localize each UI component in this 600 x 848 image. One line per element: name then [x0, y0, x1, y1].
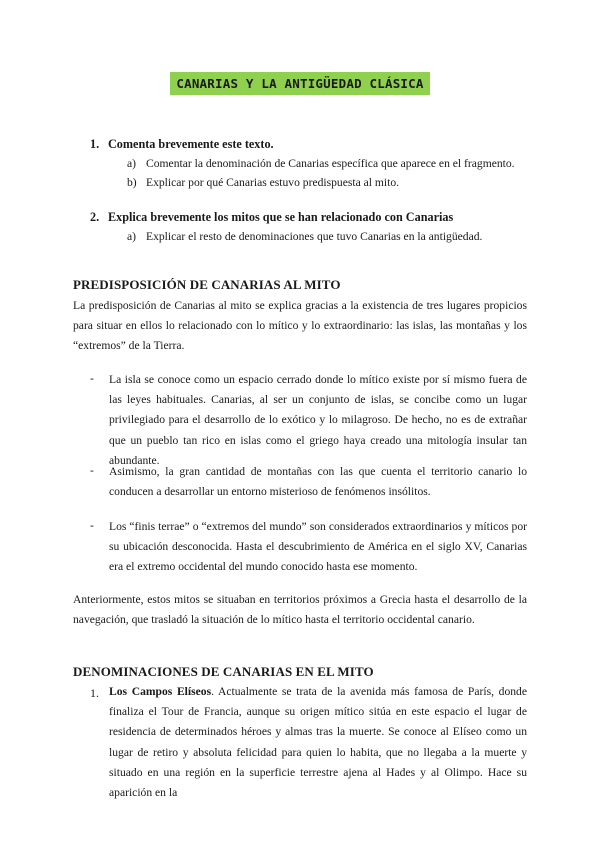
item-term: Los Campos Elíseos: [109, 685, 212, 698]
bullet-paragraph: Los “finis terrae” o “extremos del mundo” son considerados extraordinarios y míticos por su ubicación desconocida. Hasta el descubrimiento de América en el siglo XV, Canarias era el extremo occidental del mundo conocido hasta ese momento.: [109, 520, 527, 574]
question-number: 1.: [90, 137, 100, 151]
subquestion-text: Comentar la denominación de Canarias específica que aparece en el fragmento.: [146, 157, 515, 170]
bullet-marker: -: [90, 519, 94, 532]
subquestion-text: Explicar el resto de denominaciones que tuvo Canarias en la antigüedad.: [146, 230, 483, 243]
bullet-paragraph: La isla se conoce como un espacio cerrado donde lo mítico existe por sí mismo fuera de las leyes habituales. Canarias, al ser un conjunto de islas, se concibe como un lugar privilegiado para el desarrollo de lo exótico y lo milagroso. De hecho, no es de extrañar que un pueblo tan rico en islas como el griego haya creado una mitología insular tan abundante.: [109, 373, 527, 467]
subquestion-letter: a): [127, 230, 137, 243]
item-text: . Actualmente se trata de la avenida más famosa de París, donde finaliza el Tour de Francia, aunque su origen mítico sitúa en este espacio el lugar de residencia de determinados héroes y almas tras la muerte. Se conoce al Elíseo como un lugar de retiro y absoluta felicidad para quien lo habita, que no llegaba a la muerte y situado en una región en la superficie terrestre ajena al Hades y al Olimpo. Hace su aparición en la: [109, 685, 527, 800]
bullet-marker: -: [90, 464, 94, 477]
subquestion-text: Explicar por qué Canarias estuvo predispuesta al mito.: [146, 176, 400, 189]
subquestion-letter: b): [127, 176, 137, 189]
item-number: 1.: [90, 686, 99, 700]
section-heading: PREDISPOSICIÓN DE CANARIAS AL MITO: [73, 277, 341, 292]
denomination-item: [109, 682, 527, 803]
subquestion-letter: a): [127, 157, 137, 170]
section-heading: DENOMINACIONES DE CANARIAS EN EL MITO: [73, 664, 374, 679]
question-text: Comenta brevemente este texto.: [108, 137, 274, 151]
bullet-paragraph: Asimismo, la gran cantidad de montañas con las que cuenta el territorio canario lo conducen a desarrollar un entorno misterioso de fenómenos insólitos.: [109, 465, 527, 499]
question-text: Explica brevemente los mitos que se han relacionado con Canarias: [108, 210, 454, 224]
title-container: [0, 72, 600, 95]
closing-paragraph: Anteriormente, estos mitos se situaban en territorios próximos a Grecia hasta el desarrollo de la navegación, que trasladó la situación de lo mítico hasta el territorio occidental canario.: [73, 593, 527, 627]
bullet-marker: -: [90, 372, 94, 385]
question-number: 2.: [90, 210, 100, 224]
page-title: CANARIAS Y LA ANTIGÜEDAD CLÁSICA: [170, 72, 429, 95]
section-intro: La predisposición de Canarias al mito se explica gracias a la existencia de tres lugares propicios para situar en ellos lo relacionado con lo mítico y lo extraordinario: las islas, las montañas y los “extremos” de la Tierra.: [73, 299, 527, 353]
